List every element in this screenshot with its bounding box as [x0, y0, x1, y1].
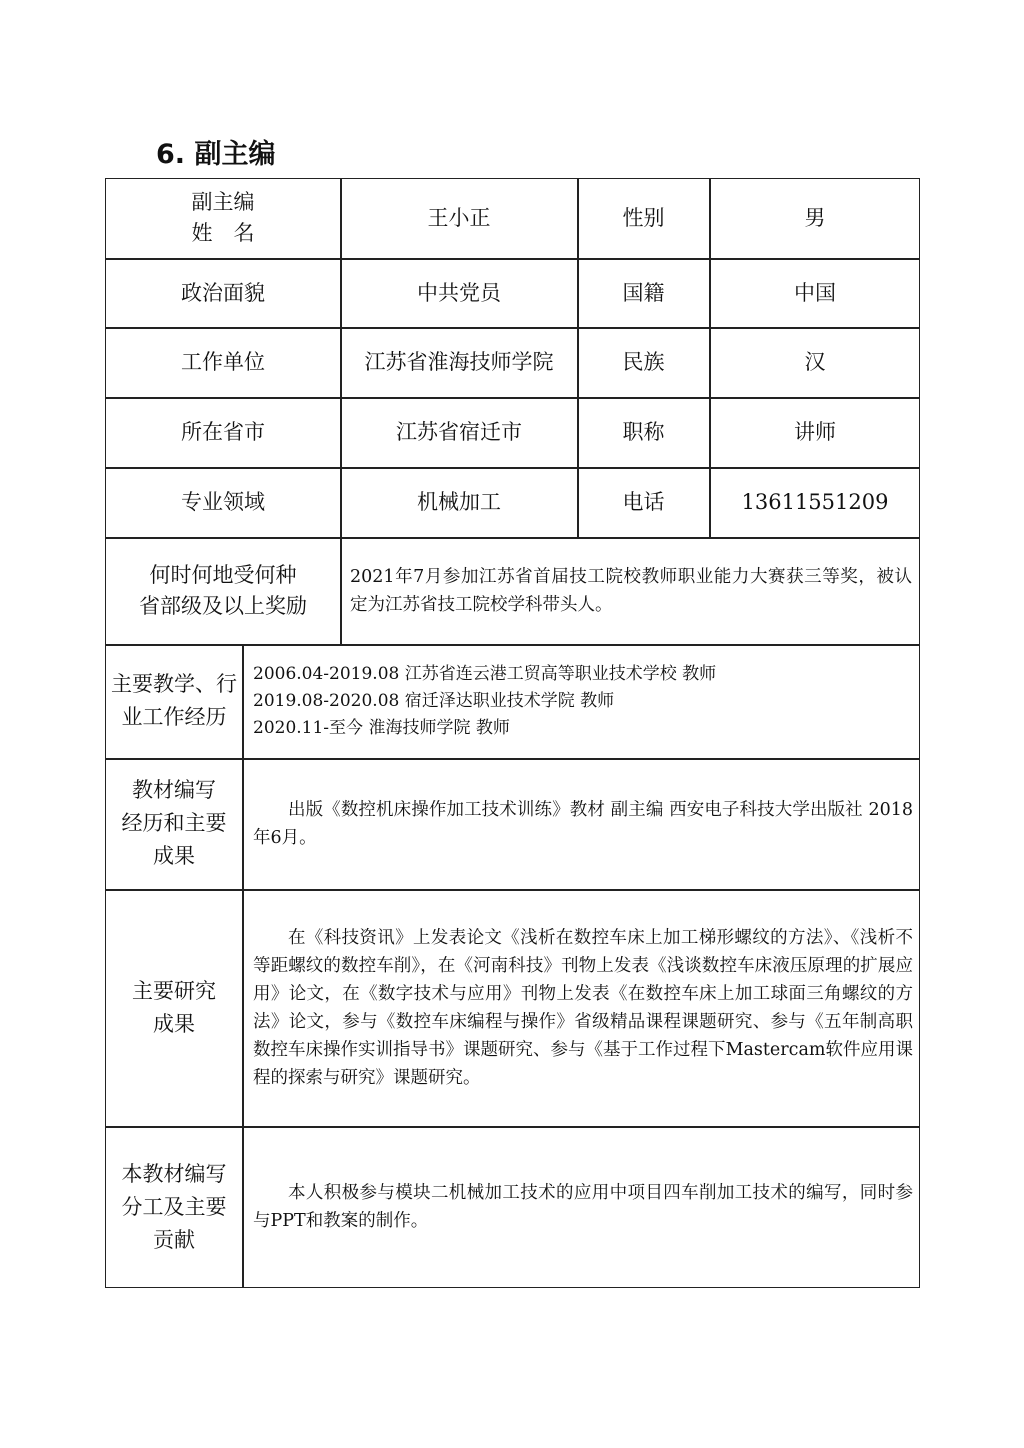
title-rank-value: 讲师 — [794, 420, 836, 444]
contribution-label-line3: 贡献 — [153, 1227, 195, 1252]
textbook-label-line3: 成果 — [153, 844, 195, 868]
workplace-value: 江苏省淮海技师学院 — [364, 350, 554, 374]
political-value: 中共党员 — [417, 280, 501, 305]
textbook-label — [105, 758, 243, 889]
research-paragraph: 在《科技资讯》上发表论文《浅析在数控车床上加工梯形螺纹的方法》、《浅析不等距螺纹的数控车削》，在《河南科技》刊物上发表《浅谈数控车床液压原理的扩展应用》论文，在《数字技术与应用》刊物上发表《在数控车床上加工球面三角螺纹的方法》论文，参与《数控车床编程与操作》省级精品课程课题研究、参与《五年制高职数控车床操作实训指导书》课题研究、参与《基于工作过程下Mastercam软件应用课程的探索与研究》课题研究。 — [253, 927, 913, 1088]
research-label-line1: 主要研究 — [132, 978, 216, 1003]
contribution-label — [105, 1126, 243, 1288]
gender-value: 男 — [804, 206, 826, 230]
awards-paragraph: 2021年7月参加江苏省首届技工院校教师职业能力大赛获三等奖，被认定为江苏省技工院校学科带头人。 — [350, 566, 912, 615]
textbook-label-line1: 教材编写 — [132, 778, 216, 802]
contribution-paragraph: 本人积极参与模块二机械加工技术的应用中项目四车削加工技术的编写，同时参与PPT和教案的制作。 — [253, 1183, 913, 1231]
contribution-label-line1: 本教材编写 — [121, 1161, 227, 1186]
nationality-value: 中国 — [794, 280, 836, 305]
ethnicity-label: 民族 — [622, 350, 665, 374]
workplace-label: 工作单位 — [181, 350, 265, 374]
awards-label-line1: 何时何地受何种 — [149, 562, 297, 587]
experience-label-line2: 业工作经历 — [121, 705, 227, 729]
ethnicity-value: 汉 — [804, 350, 826, 374]
field-value: 机械加工 — [417, 490, 501, 514]
province-label: 所在省市 — [181, 420, 265, 444]
awards-label-line2: 省部级及以上奖励 — [139, 593, 307, 618]
research-label — [105, 889, 243, 1126]
experience-label — [105, 644, 243, 758]
experience-list — [253, 644, 913, 758]
name-label-line1: 副主编 — [191, 190, 255, 214]
name-label-line2: 姓 名 — [191, 221, 255, 245]
political-label: 政治面貌 — [181, 280, 265, 305]
experience-item: 2019.08-2020.08 宿迁泽达职业技术学院 教师 — [253, 690, 615, 711]
research-text — [253, 889, 913, 1126]
nationality-label: 国籍 — [622, 280, 665, 305]
research-label-line2: 成果 — [153, 1011, 195, 1036]
name-label — [105, 178, 341, 258]
experience-item: 2006.04-2019.08 江苏省连云港工贸高等职业技术学校 教师 — [253, 663, 717, 684]
field-label: 专业领域 — [181, 490, 265, 514]
section-title: 6. 副主编 — [156, 139, 276, 170]
phone-label: 电话 — [622, 490, 665, 514]
experience-label-line1: 主要教学、行 — [111, 672, 237, 696]
name-value: 王小正 — [427, 206, 491, 230]
awards-label — [105, 537, 341, 644]
province-value: 江苏省宿迁市 — [396, 420, 522, 444]
gender-label: 性别 — [622, 206, 665, 230]
contribution-text — [253, 1126, 913, 1288]
experience-item: 2020.11-至今 淮海技师学院 教师 — [253, 717, 510, 738]
textbook-paragraph: 出版《数控机床操作加工技术训练》教材 副主编 西安电子科技大学出版社 2018年6月。 — [253, 799, 913, 848]
contribution-label-line2: 分工及主要 — [121, 1194, 227, 1219]
title-rank-label: 职称 — [622, 420, 665, 444]
textbook-text — [253, 758, 913, 889]
phone-value: 13611551209 — [741, 490, 889, 514]
textbook-label-line2: 经历和主要 — [121, 811, 227, 835]
awards-text — [350, 537, 912, 644]
